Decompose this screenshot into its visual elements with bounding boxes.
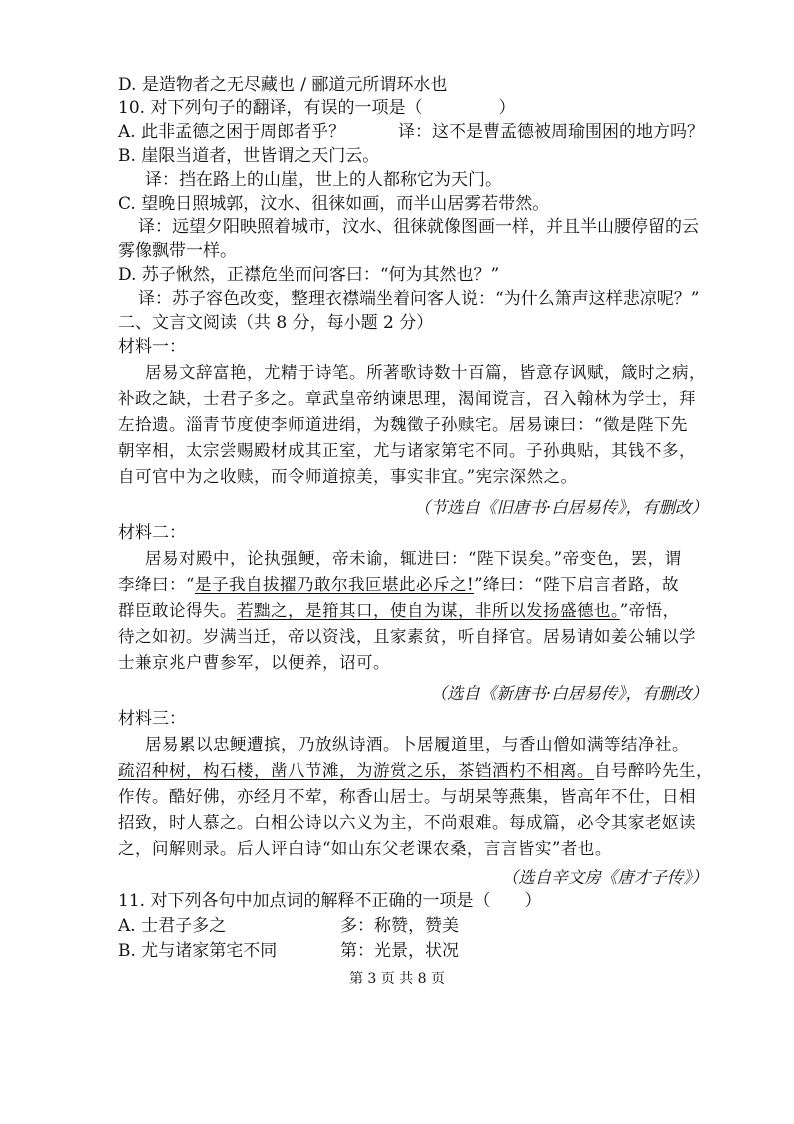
material-3-source: （选自辛文房《唐才子传》） [501,868,708,887]
q10-option-c-translation: 译：远望夕阳映照着城市，汶水、徂徕就像图画一样，并且半山腰停留的云 [138,217,699,237]
q10-option-a-translation: 译：这不是曹孟德被周瑜围困的地方吗？ [398,122,704,142]
section-2-heading: 二、文言文阅读（共 8 分，每小题 2 分） [118,313,434,333]
material-1-line-4: 朝宰相，太宗尝赐殿材成其正室，尤与诸家第宅不同。子孙典贴，其钱不多， [118,441,696,460]
material-2-line-3 [118,600,680,622]
material-2-source: （选自《新唐书·白居易传》，有删改） [430,684,708,703]
q10-option-c: C. 望晚日照城郭，汶水、徂徕如画，而半山居雾若带然。 [118,194,550,214]
material-1-line-5: 自可官中为之收赎，而令师道掠美，事实非宜。”宪宗深然之。 [118,467,578,486]
underlined-sentence-1: 是子我自拔擢乃敢尔我叵堪此必斥之! [194,575,475,594]
material-2-line-1: 居易对殿中，论执强鲠，帝未谕，辄进曰：“陛下误矣。”帝变色，罢，谓 [145,549,682,568]
material-1-label: 材料一： [118,337,186,357]
q10-stem [118,97,515,119]
q11-option-b [118,940,459,962]
material-3-line-2 [118,760,713,782]
material-2-line-2-b: ”绛曰：“陛下启言者路，故 [474,575,679,594]
q11-option-a-gloss: 多：称赞，赞美 [340,916,459,936]
material-2-line-4: 待之如初。岁满当迁，帝以资浅，且家素贫，听自择官。居易请如姜公辅以学 [118,627,696,646]
underlined-sentence-3: 疏沼种树，构石楼，凿八节滩，为游赏之乐，茶铛酒杓不相离。 [118,761,594,780]
q10-option-b-translation: 译：挡在路上的山崖，世上的人都称它为天门。 [145,170,502,190]
material-3-line-1: 居易累以忠鲠遭摈，乃放纵诗酒。卜居履道里，与香山僧如满等结净社。 [145,735,689,754]
material-2-line-5: 士兼京兆户曹参军，以便养，诏可。 [118,653,390,672]
q11-option-b-gloss: 第：光景，状况 [340,941,459,961]
material-3-line-4: 招致，时人慕之。白相公诗以六义为主，不尚艰难。每成篇，必令其家老妪读 [118,813,696,832]
material-2-label: 材料二： [118,523,186,543]
page-footer: 第 3 页 共 8 页 [348,971,446,987]
q10-close: ） [498,98,516,118]
material-3-line-3: 作传。酷好佛，亦经月不荤，称香山居士。与胡杲等燕集，皆高年不仕，日相 [118,787,696,806]
material-2-line-3-a: 群臣敢论得失。 [118,601,237,620]
material-2-line-2-a: 李绛曰：“ [118,575,195,594]
material-2-line-3-b: ”帝悟， [619,601,680,620]
q11-text: 11. 对下列各句中加点词的解释不正确的一项是（ [118,891,491,911]
q11-option-a [118,915,459,937]
q9-option-d: D. 是造物者之无尽藏也 / 郦道元所谓环水也 [118,75,448,95]
q10-option-c-translation-cont: 雾像飘带一样。 [118,241,237,261]
material-3-label: 材料三： [118,709,186,729]
q11-option-b-text: B. 尤与诸家第宅不同 [118,941,278,961]
material-1-line-2: 补政之缺，士君子多之。章武皇帝纳谏思理，渴闻谠言，召入翰林为学士，拜 [118,389,696,408]
q10-option-d-translation: 译：苏子容色改变，整理衣襟端坐着问客人说：“为什么箫声这样悲凉呢？” [138,289,700,309]
q10-option-b: B. 崖限当道者，世皆谓之天门云。 [118,146,380,166]
q10-option-a: A. 此非孟德之困于周郎者乎？ [118,122,346,142]
material-1-line-3: 左拾遗。淄青节度使李师道进绢，为魏徵子孙赎宅。居易谏曰：“徵是陛下先 [118,415,688,434]
material-1-line-1: 居易文辞富艳，尤精于诗笔。所著歌诗数十百篇，皆意存讽赋，箴时之病， [145,363,706,382]
q11-stem [118,890,541,912]
q10-option-d: D. 苏子愀然，正襟危坐而问客曰：“何为其然也？” [118,265,500,285]
q11-close: ） [524,891,542,911]
underlined-sentence-2: 若黜之，是箝其口，使自为谋，非所以发扬盛德也。 [237,601,620,620]
material-1-source: （节选自《旧唐书·白居易传》，有删改） [414,498,708,517]
material-3-line-5: 之，问解则录。后人评白诗“如山东父老课农桑，言言皆实”者也。 [118,839,612,858]
material-2-line-2 [118,574,679,596]
q10-text: 10. 对下列句子的翻译，有误的一项是（ [118,98,423,118]
material-3-line-2-b: 自号醉吟先生， [594,761,713,780]
q11-option-a-text: A. 士君子多之 [118,916,227,936]
